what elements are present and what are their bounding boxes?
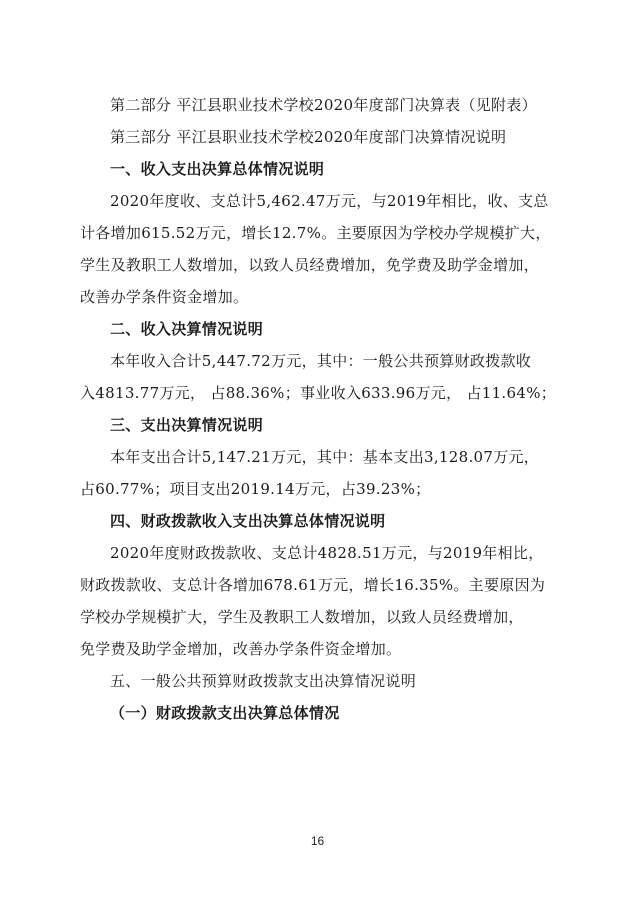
paragraph-4-line-2: 财政拨款收、支总计各增加678.61万元，增长16.35%。主要原因为	[80, 576, 546, 594]
part-two-title: 第二部分 平江县职业技术学校2020年度部门决算表（见附表）	[110, 96, 537, 114]
subsection-heading-5-1: （一）财政拨款支出决算总体情况	[110, 704, 340, 722]
part-three-title: 第三部分 平江县职业技术学校2020年度部门决算情况说明	[110, 128, 507, 146]
section-heading-2: 二、收入决算情况说明	[110, 320, 264, 338]
document-body	[80, 92, 560, 732]
section-heading-1: 一、收入支出决算总体情况说明	[110, 160, 325, 178]
paragraph-1-line-1: 2020年度收、支总计5,462.47万元，与2019年相比，收、支总	[110, 192, 549, 210]
page-number: 16	[310, 834, 325, 848]
paragraph-1-line-4: 改善办学条件资金增加。	[80, 288, 249, 306]
paragraph-1-line-3: 学生及教职工人数增加，以致人员经费增加，免学费及助学金增加，	[80, 256, 540, 274]
paragraph-2-line-2: 入4813.77万元， 占88.36%；事业收入633.96万元， 占11.64%；	[80, 384, 557, 402]
paragraph-1-line-2: 计各增加615.52万元，增长12.7%。主要原因为学校办学规模扩大，	[80, 224, 551, 242]
paragraph-4-line-1: 2020年度财政拨款收、支总计4828.51万元，与2019年相比，	[110, 544, 544, 562]
section-heading-5: 五、一般公共预算财政拨款支出决算情况说明	[110, 672, 417, 690]
paragraph-2-line-1: 本年收入合计5,447.72万元，其中：一般公共预算财政拨款收	[110, 352, 532, 370]
paragraph-4-line-3: 学校办学规模扩大，学生及教职工人数增加，以致人员经费增加，	[80, 608, 524, 626]
paragraph-3-line-2: 占60.77%；项目支出2019.14万元，占39.23%；	[80, 480, 431, 498]
section-heading-3: 三、支出决算情况说明	[110, 416, 264, 434]
section-heading-4: 四、财政拨款收入支出决算总体情况说明	[110, 512, 386, 530]
paragraph-3-line-1: 本年支出合计5,147.21万元，其中：基本支出3,128.07万元，	[110, 448, 540, 466]
paragraph-4-line-4: 免学费及助学金增加，改善办学条件资金增加。	[80, 640, 402, 658]
